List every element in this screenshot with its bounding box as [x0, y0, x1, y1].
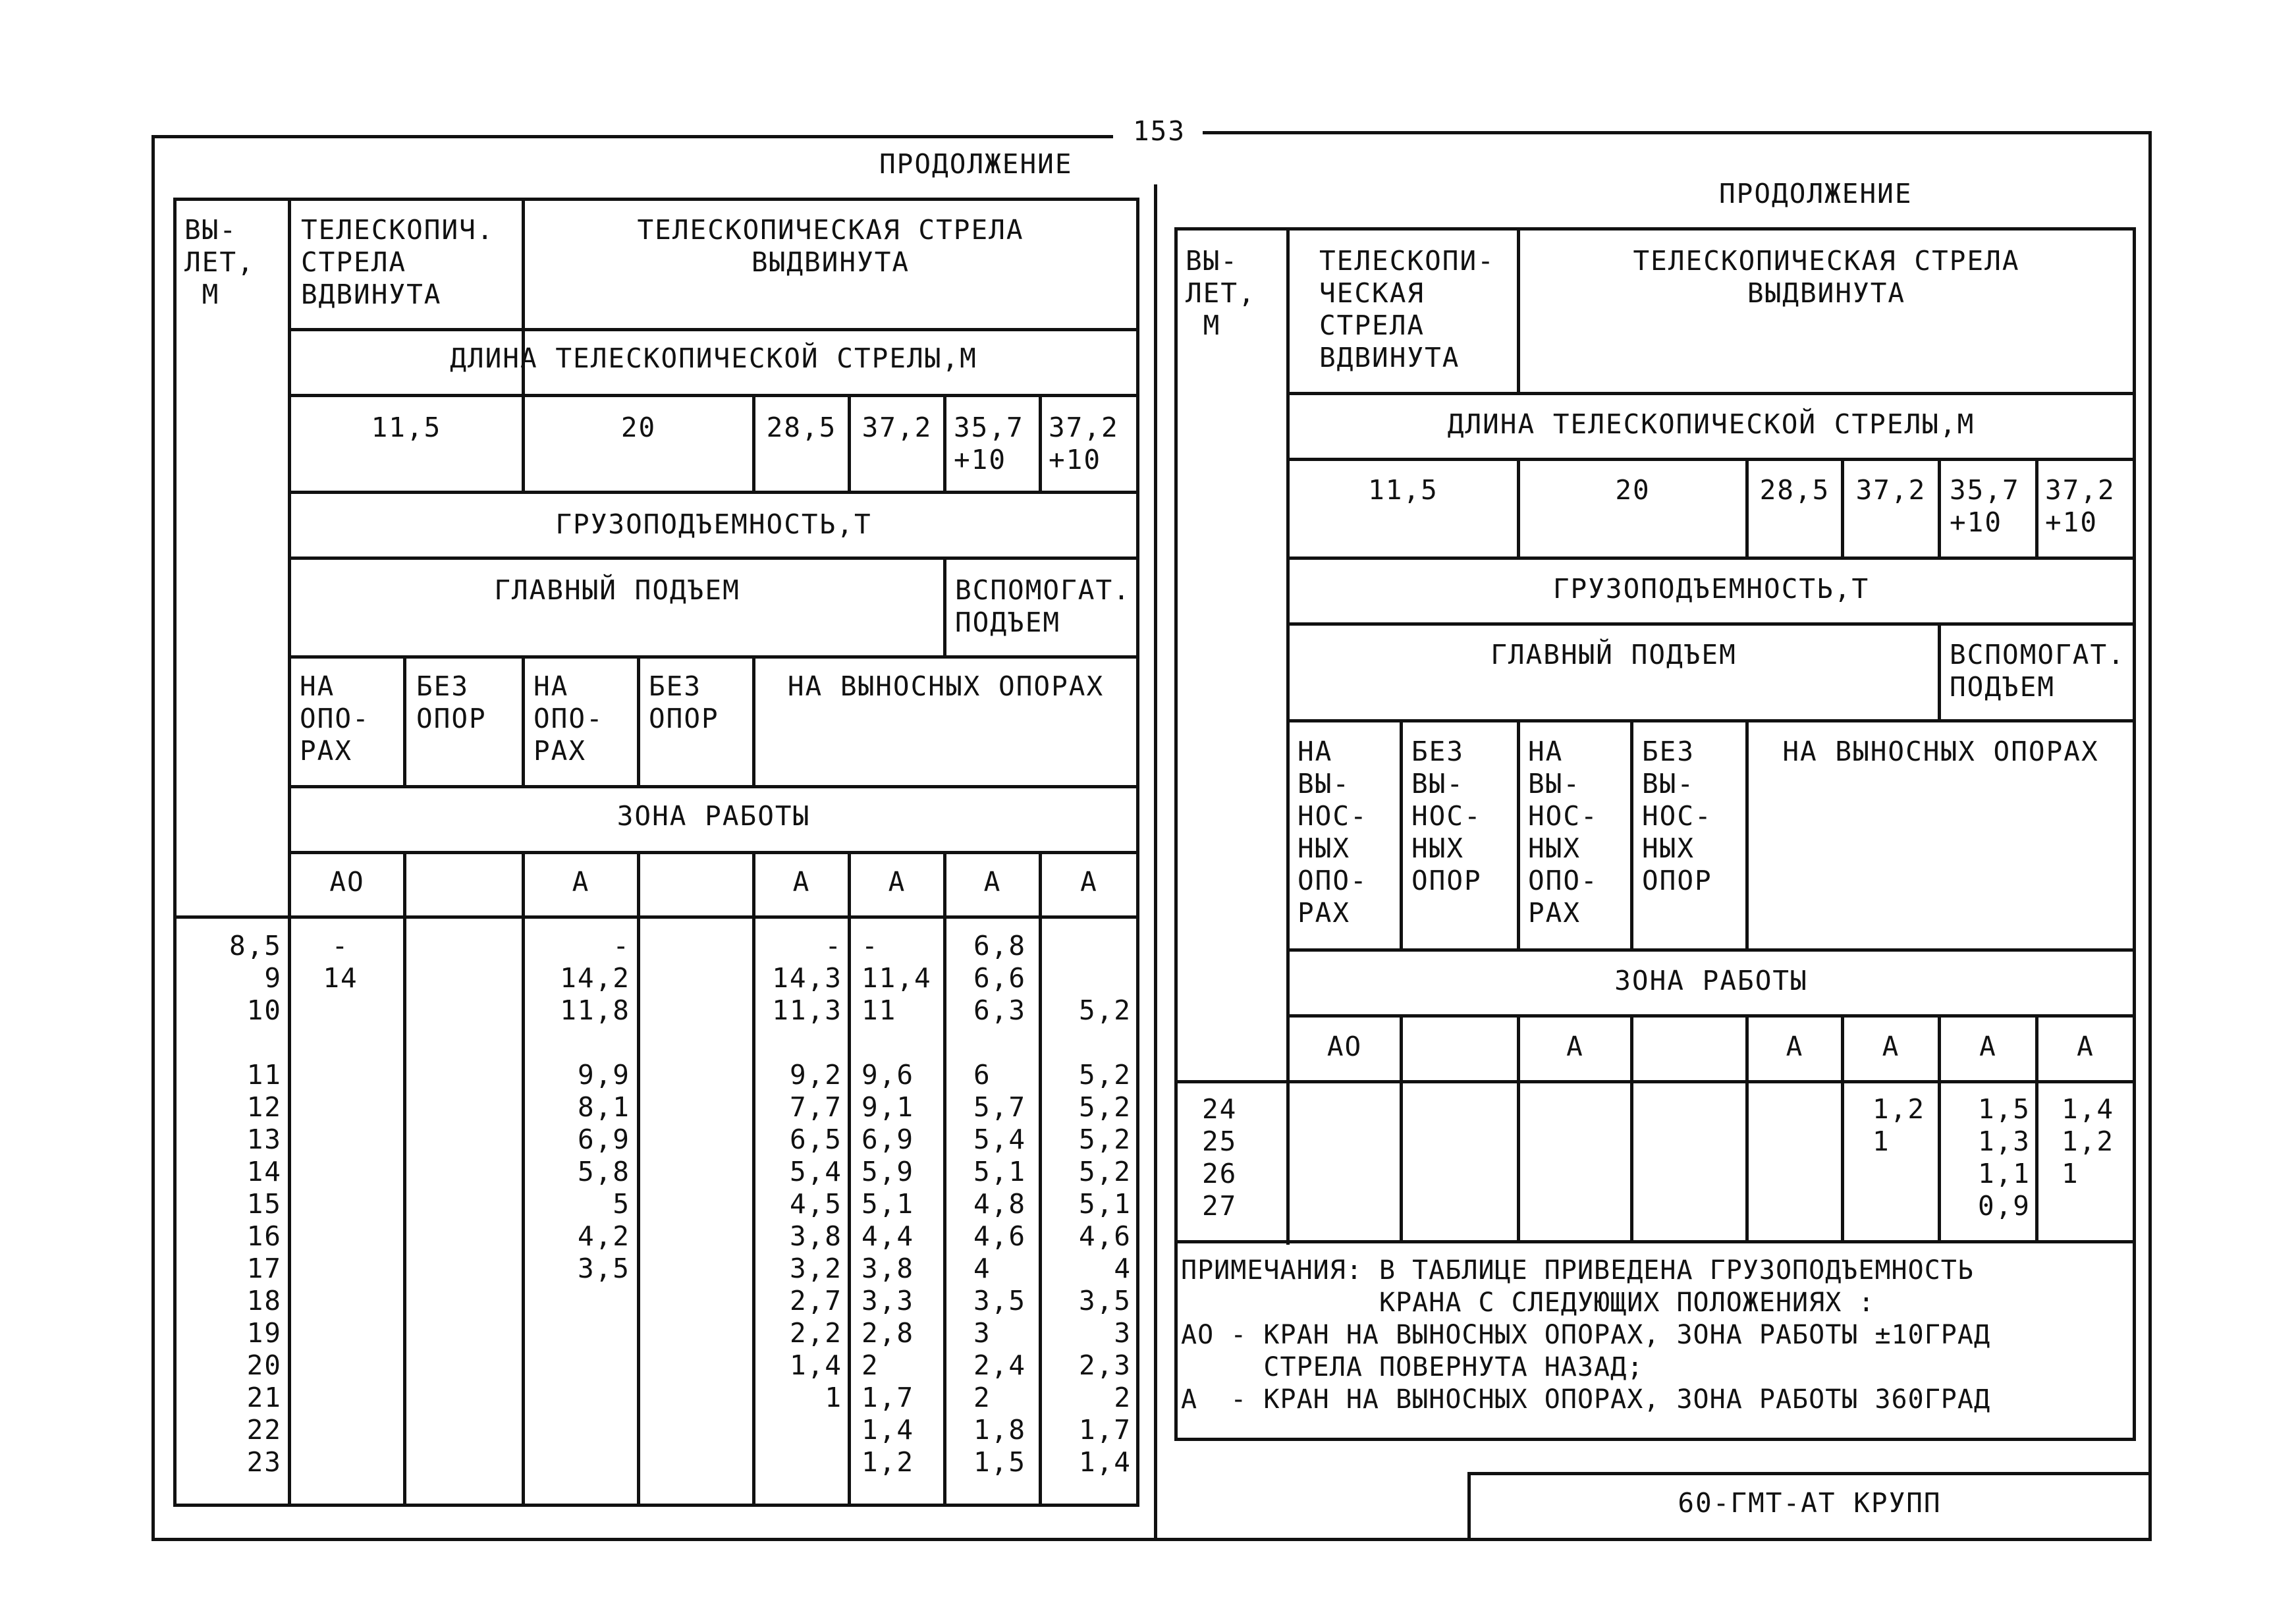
frame-right [2148, 131, 2152, 1541]
left-col-line [1039, 394, 1042, 491]
right-col-line [1745, 458, 1749, 557]
right-support-header: НА ВЫ- НОС- НЫХ ОПО- РАХ [1528, 736, 1599, 929]
left-support-header: НА ОПО- РАХ [300, 670, 370, 767]
page-number: 153 [1132, 115, 1186, 147]
right-col-line [1841, 458, 1844, 557]
right-zone-cell: А [1979, 1031, 1997, 1062]
left-rule [288, 394, 1139, 397]
right-zone-cell: АО [1326, 1031, 1363, 1062]
left-rule [288, 491, 1139, 494]
left-boom-length-header: ДЛИНА ТЕЛЕСКОПИЧЕСКОЙ СТРЕЛЫ,М [450, 342, 977, 374]
left-col-line [637, 655, 640, 785]
left-data-column: - 14,2 11,8 9,9 8,1 6,9 5,8 5 4,2 3,5 [560, 930, 630, 1284]
right-continuation: ПРОДОЛЖЕНИЕ [1719, 178, 1913, 209]
left-continuation: ПРОДОЛЖЕНИЕ [879, 148, 1073, 180]
left-support-header: НА ОПО- РАХ [533, 670, 604, 767]
left-col-line [848, 851, 851, 1507]
right-zone-cell: А [1566, 1031, 1584, 1062]
right-col-line [1400, 719, 1403, 948]
right-length-cell: 11,5 [1368, 474, 1438, 506]
left-data-column: - 14 [323, 930, 358, 994]
left-zone-header: ЗОНА РАБОТЫ [616, 800, 811, 832]
left-col-line [522, 655, 525, 785]
right-col-line [1938, 458, 1941, 557]
left-table-top [173, 198, 1139, 201]
left-length-cell: 28,5 [766, 412, 837, 443]
left-length-cell: 35,7 +10 [954, 412, 1024, 475]
left-data-column: 5,2 5,2 5,2 5,2 5,2 5,1 4,6 4 3,5 3 2,3 2 1,7 1,4 [1078, 994, 1132, 1478]
left-rule [288, 655, 1139, 659]
right-support-header: НА ВЫНОСНЫХ ОПОРАХ [1782, 736, 2099, 767]
left-support-header: БЕЗ ОПОР [416, 670, 487, 734]
right-rule [1286, 719, 2136, 722]
notes-right [2133, 1240, 2136, 1441]
left-support-header: БЕЗ ОПОР [649, 670, 719, 734]
left-data-column: - 14,3 11,3 9,2 7,7 6,5 5,4 4,5 3,8 3,2 2,7 2,2 1,4 1 [772, 930, 842, 1413]
right-capacity-header: ГРУЗОПОДЪЕМНОСТЬ,Т [1552, 573, 1870, 605]
right-data-column: 1,5 1,3 1,1 0,9 [1977, 1093, 2031, 1222]
frame-top-right [1203, 131, 2151, 134]
right-zone-cell: А [1786, 1031, 1804, 1062]
right-rule [1286, 458, 2136, 461]
left-col-line [943, 394, 946, 491]
notes-bottom [1174, 1438, 2136, 1441]
right-length-cell: 20 [1615, 474, 1651, 506]
right-rule [1286, 1014, 2136, 1018]
right-col-line [1517, 458, 1520, 557]
left-col-line [403, 655, 406, 785]
frame-center [1154, 184, 1157, 1540]
right-col-line [1400, 1014, 1403, 1243]
left-retracted-header: ТЕЛЕСКОПИЧ. СТРЕЛА ВДВИНУТА [301, 214, 495, 310]
right-support-header: БЕЗ ВЫ- НОС- НЫХ ОПОР [1642, 736, 1712, 896]
frame-left [151, 135, 155, 1541]
right-rule [1286, 622, 2136, 626]
right-data-column: 1,4 1,2 1 [2062, 1093, 2115, 1189]
right-table-left [1174, 227, 1178, 1243]
right-rule [1286, 948, 2136, 952]
title-block-top [1467, 1472, 2152, 1475]
left-col-line [943, 557, 946, 655]
right-rule [1174, 1080, 2136, 1083]
frame-top-left [151, 135, 1113, 138]
right-retracted-header: ТЕЛЕСКОПИ- ЧЕСКАЯ СТРЕЛА ВДВИНУТА [1319, 245, 1495, 373]
frame-bottom [151, 1538, 2152, 1541]
left-data-column: - 11,4 11 9,6 9,1 6,9 5,9 5,1 4,4 3,8 3,3 2,8 2 1,7 1,4 1,2 [861, 930, 932, 1478]
left-zone-cell: А [792, 866, 811, 898]
left-col-line [943, 851, 946, 1507]
right-length-cell: 28,5 [1759, 474, 1830, 506]
right-col-line [2035, 458, 2038, 557]
right-main-lift: ГЛАВНЫЙ ПОДЪЕМ [1490, 639, 1737, 670]
left-data-column: 6,8 6,6 6,3 6 5,7 5,4 5,1 4,8 4,6 4 3,5 3 2,4 2 1,8 1,5 [973, 930, 1027, 1478]
right-length-cell: 37,2 +10 [2045, 474, 2116, 538]
right-length-cell: 35,7 +10 [1950, 474, 2020, 538]
left-rule [288, 785, 1139, 788]
right-rule [1286, 557, 2136, 560]
left-reach-column: 8,5 9 10 11 12 13 14 15 16 17 18 19 20 21 22 23 [229, 930, 282, 1478]
right-table-top [1174, 227, 2136, 231]
right-reach-header: ВЫ- ЛЕТ, М [1186, 245, 1256, 341]
left-main-lift: ГЛАВНЫЙ ПОДЪЕМ [494, 574, 740, 606]
left-zone-cell: А [572, 866, 590, 898]
right-boom-length-header: ДЛИНА ТЕЛЕСКОПИЧЕСКОЙ СТРЕЛЫ,М [1447, 408, 1975, 440]
left-length-cell: 37,2 +10 [1049, 412, 1119, 475]
right-reach-column: 24 25 26 27 [1202, 1093, 1238, 1222]
right-extended-header: ТЕЛЕСКОПИЧЕСКАЯ СТРЕЛА ВЫДВИНУТА [1633, 245, 2020, 309]
left-zone-cell: А [983, 866, 1002, 898]
title-block: 60-ГМТ-АТ КРУПП [1678, 1487, 1942, 1519]
left-table-bottom [173, 1504, 1139, 1507]
right-zone-cell: А [2077, 1031, 2094, 1062]
right-reach-divider [1286, 227, 1290, 1245]
left-aux-lift: ВСПОМОГАТ. ПОДЪЕМ [955, 574, 1131, 638]
right-col-line [1517, 719, 1520, 948]
left-rule [173, 915, 1139, 919]
left-col-line [403, 851, 406, 1507]
left-zone-cell: А [888, 866, 906, 898]
left-rule [288, 328, 1139, 331]
left-extended-header: ТЕЛЕСКОПИЧЕСКАЯ СТРЕЛА ВЫДВИНУТА [637, 214, 1024, 278]
notes: ПРИМЕЧАНИЯ: В ТАБЛИЦЕ ПРИВЕДЕНА ГРУЗОПОДЪЕМНОСТЬ КРАНА С СЛЕДУЮЩИХ ПОЛОЖЕНИЯХ : АО - КРАН НА ВЫНОСНЫХ ОПОРАХ, ЗОНА РАБОТЫ ±10ГРАД СТРЕЛА ПОВЕРНУТА НАЗАД; А - КРАН НА ВЫНОСНЫХ ОПОРАХ, ЗОНА РАБОТЫ 360ГРАД [1181, 1255, 1991, 1415]
left-reach-header: ВЫ- ЛЕТ, М [184, 214, 255, 310]
right-col-line [1938, 622, 1941, 719]
notes-left [1174, 1240, 1178, 1441]
left-rule [288, 557, 1139, 560]
right-aux-lift: ВСПОМОГАТ. ПОДЪЕМ [1950, 639, 2125, 703]
right-rule [1286, 392, 2136, 395]
left-col-line [637, 851, 640, 1507]
right-zone-header: ЗОНА РАБОТЫ [1614, 965, 1808, 996]
left-capacity-header: ГРУЗОПОДЪЕМНОСТЬ,Т [555, 508, 872, 540]
right-zone-cell: А [1882, 1031, 1900, 1062]
left-zone-cell: АО [329, 866, 365, 898]
right-col-line [1630, 719, 1633, 948]
right-table-right [2133, 227, 2136, 1243]
right-length-cell: 37,2 [1855, 474, 1927, 506]
left-zone-cell: А [1080, 866, 1098, 898]
right-data-column: 1,2 1 [1872, 1093, 1926, 1157]
left-length-cell: 11,5 [371, 412, 442, 443]
left-support-header: НА ВЫНОСНЫХ ОПОРАХ [787, 670, 1105, 702]
right-table-bottom [1174, 1240, 2136, 1243]
left-length-cell: 37,2 [861, 412, 933, 443]
right-support-header: НА ВЫ- НОС- НЫХ ОПО- РАХ [1298, 736, 1368, 929]
left-rule [288, 851, 1139, 854]
right-col-line [1630, 1014, 1633, 1243]
right-support-header: БЕЗ ВЫ- НОС- НЫХ ОПОР [1411, 736, 1482, 896]
left-length-cell: 20 [620, 412, 657, 443]
